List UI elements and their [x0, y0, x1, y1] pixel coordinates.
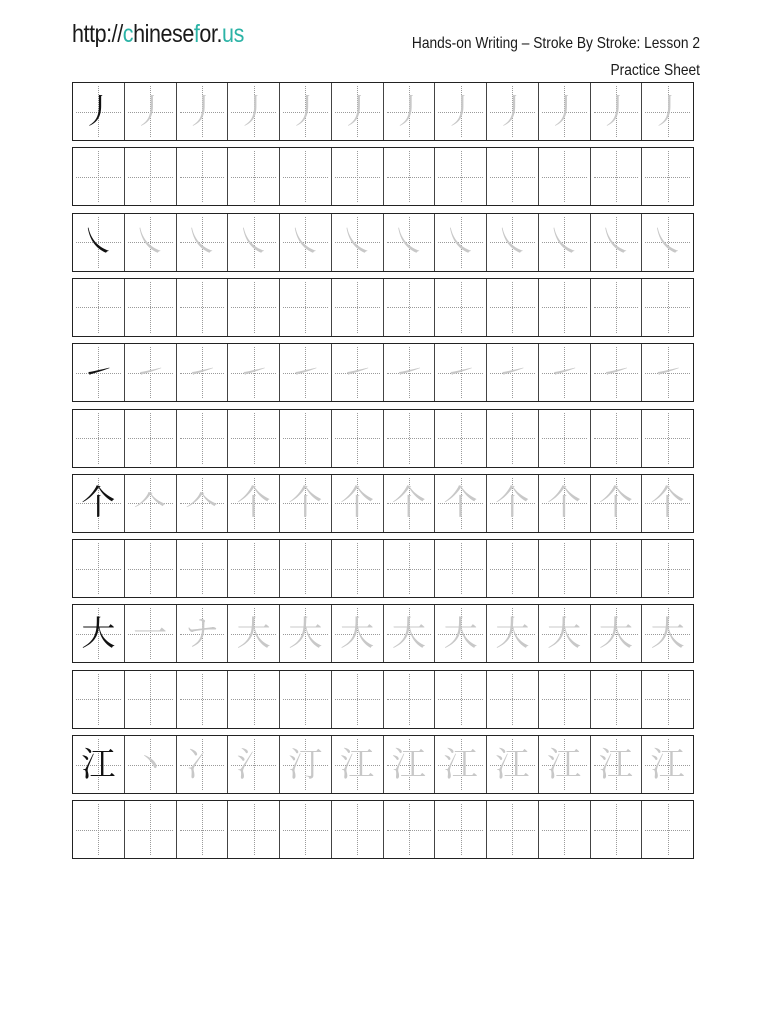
trace-character: ㇏ — [288, 222, 323, 263]
practice-cell[interactable] — [73, 605, 125, 662]
practice-cell[interactable] — [539, 736, 591, 793]
practice-cell[interactable] — [435, 540, 487, 597]
trace-character: 丿 — [443, 91, 478, 132]
trace-character: 汀 — [288, 744, 323, 785]
trace-character: 江 — [340, 744, 375, 785]
practice-cell[interactable] — [280, 475, 332, 532]
practice-cell[interactable] — [435, 344, 487, 401]
trace-character: ㇀ — [236, 352, 271, 393]
practice-row-blank — [72, 147, 694, 206]
practice-cell[interactable] — [384, 801, 436, 858]
practice-cell[interactable] — [125, 83, 177, 140]
practice-cell[interactable] — [332, 736, 384, 793]
practice-cell[interactable] — [384, 605, 436, 662]
practice-cell[interactable] — [642, 214, 693, 271]
practice-cell[interactable] — [384, 475, 436, 532]
trace-character: ㇀ — [340, 352, 375, 393]
practice-cell[interactable] — [228, 801, 280, 858]
trace-character: ㇏ — [184, 222, 219, 263]
trace-character: ㇀ — [547, 352, 582, 393]
practice-cell[interactable] — [591, 83, 643, 140]
trace-character: 丿 — [340, 91, 375, 132]
brand-f: f — [193, 20, 200, 48]
trace-character: 丿 — [184, 91, 219, 132]
practice-row-model — [72, 82, 694, 141]
trace-character: 大 — [495, 613, 530, 654]
trace-character: ㇀ — [184, 352, 219, 393]
practice-cell[interactable] — [487, 83, 539, 140]
practice-cell[interactable] — [228, 279, 280, 336]
practice-cell[interactable] — [177, 736, 229, 793]
practice-cell[interactable] — [384, 671, 436, 728]
practice-cell[interactable] — [539, 279, 591, 336]
practice-cell[interactable] — [125, 410, 177, 467]
trace-character: 大 — [288, 613, 323, 654]
practice-cell[interactable] — [125, 540, 177, 597]
practice-cell[interactable] — [384, 148, 436, 205]
practice-cell[interactable] — [539, 148, 591, 205]
trace-character: 个 — [236, 483, 271, 524]
practice-cell[interactable] — [539, 83, 591, 140]
practice-cell[interactable] — [125, 671, 177, 728]
practice-cell[interactable] — [642, 410, 693, 467]
trace-character: ㇀ — [133, 352, 168, 393]
trace-character: 丿 — [133, 91, 168, 132]
practice-cell[interactable] — [125, 605, 177, 662]
practice-cell[interactable] — [435, 801, 487, 858]
trace-character: 江 — [650, 744, 685, 785]
practice-cell[interactable] — [487, 214, 539, 271]
trace-character: 冫 — [184, 744, 219, 785]
practice-cell[interactable] — [125, 279, 177, 336]
trace-character: 一 — [133, 613, 168, 654]
practice-cell[interactable] — [332, 410, 384, 467]
practice-cell[interactable] — [177, 540, 229, 597]
practice-cell[interactable] — [125, 214, 177, 271]
practice-cell[interactable] — [487, 344, 539, 401]
model-character: 个 — [81, 483, 116, 524]
practice-cell[interactable] — [280, 736, 332, 793]
practice-cell[interactable] — [384, 344, 436, 401]
brand-hinese: hinese — [133, 20, 194, 48]
trace-character: 𠆢 — [133, 483, 168, 524]
practice-cell[interactable] — [125, 736, 177, 793]
practice-cell[interactable] — [73, 344, 125, 401]
sheet-header — [412, 30, 700, 84]
practice-cell[interactable] — [487, 671, 539, 728]
trace-character: 江 — [391, 744, 426, 785]
trace-character: ㇏ — [495, 222, 530, 263]
practice-cell[interactable] — [591, 148, 643, 205]
model-character: 江 — [81, 744, 116, 785]
practice-cell[interactable] — [280, 605, 332, 662]
practice-cell[interactable] — [332, 148, 384, 205]
practice-cell[interactable] — [642, 83, 693, 140]
practice-cell[interactable] — [280, 671, 332, 728]
trace-character: ㇏ — [133, 222, 168, 263]
practice-cell[interactable] — [177, 214, 229, 271]
practice-cell[interactable] — [642, 736, 693, 793]
practice-cell[interactable] — [539, 801, 591, 858]
practice-cell[interactable] — [435, 671, 487, 728]
trace-character: 江 — [598, 744, 633, 785]
practice-cell[interactable] — [384, 279, 436, 336]
trace-character: 大 — [598, 613, 633, 654]
practice-cell[interactable] — [642, 605, 693, 662]
practice-cell[interactable] — [384, 83, 436, 140]
practice-cell[interactable] — [73, 736, 125, 793]
practice-cell[interactable] — [332, 214, 384, 271]
practice-cell[interactable] — [591, 344, 643, 401]
practice-cell[interactable] — [332, 475, 384, 532]
practice-cell[interactable] — [384, 540, 436, 597]
sheet-label: Practice Sheet — [610, 62, 700, 79]
practice-cell[interactable] — [487, 605, 539, 662]
brand-c: c — [122, 20, 134, 48]
brand-prefix: http:// — [72, 20, 123, 48]
practice-cell[interactable] — [73, 279, 125, 336]
trace-character: ㇏ — [236, 222, 271, 263]
practice-cell[interactable] — [435, 475, 487, 532]
practice-cell[interactable] — [642, 540, 693, 597]
practice-cell[interactable] — [280, 410, 332, 467]
practice-cell[interactable] — [642, 344, 693, 401]
practice-cell[interactable] — [332, 540, 384, 597]
model-character: 大 — [81, 613, 116, 654]
practice-row-model — [72, 735, 694, 794]
trace-character: 江 — [443, 744, 478, 785]
trace-character: 丿 — [391, 91, 426, 132]
trace-character: 个 — [443, 483, 478, 524]
practice-cell[interactable] — [280, 83, 332, 140]
trace-character: 大 — [391, 613, 426, 654]
practice-cell[interactable] — [591, 214, 643, 271]
practice-cell[interactable] — [125, 344, 177, 401]
trace-character: ㇏ — [443, 222, 478, 263]
practice-row-blank — [72, 800, 694, 859]
practice-cell[interactable] — [228, 475, 280, 532]
practice-cell[interactable] — [435, 605, 487, 662]
practice-cell[interactable] — [642, 148, 693, 205]
practice-cell[interactable] — [177, 279, 229, 336]
trace-character: 𠆢 — [184, 483, 219, 524]
trace-character: 个 — [495, 483, 530, 524]
trace-character: 大 — [443, 613, 478, 654]
practice-cell[interactable] — [435, 148, 487, 205]
trace-character: ㇏ — [391, 222, 426, 263]
practice-cell[interactable] — [177, 410, 229, 467]
practice-cell[interactable] — [228, 83, 280, 140]
practice-cell[interactable] — [125, 475, 177, 532]
practice-row-model — [72, 343, 694, 402]
practice-row-blank — [72, 539, 694, 598]
trace-character: 丿 — [650, 91, 685, 132]
trace-character: ㇀ — [495, 352, 530, 393]
trace-character: ナ — [184, 613, 219, 654]
practice-cell[interactable] — [280, 148, 332, 205]
trace-character: ㇏ — [598, 222, 633, 263]
practice-cell[interactable] — [125, 148, 177, 205]
practice-cell[interactable] — [332, 344, 384, 401]
practice-cell[interactable] — [591, 540, 643, 597]
practice-cell[interactable] — [228, 148, 280, 205]
practice-cell[interactable] — [177, 148, 229, 205]
trace-character: 大 — [650, 613, 685, 654]
practice-cell[interactable] — [177, 475, 229, 532]
practice-cell[interactable] — [487, 801, 539, 858]
practice-cell[interactable] — [435, 279, 487, 336]
practice-cell[interactable] — [539, 671, 591, 728]
practice-cell[interactable] — [591, 736, 643, 793]
practice-cell[interactable] — [280, 801, 332, 858]
practice-cell[interactable] — [539, 605, 591, 662]
trace-character: 个 — [598, 483, 633, 524]
practice-cell[interactable] — [591, 605, 643, 662]
practice-cell[interactable] — [642, 671, 693, 728]
practice-cell[interactable] — [73, 83, 125, 140]
practice-cell[interactable] — [228, 410, 280, 467]
practice-cell[interactable] — [591, 279, 643, 336]
practice-cell[interactable] — [435, 410, 487, 467]
practice-cell[interactable] — [384, 410, 436, 467]
practice-cell[interactable] — [177, 801, 229, 858]
practice-cell[interactable] — [73, 801, 125, 858]
trace-character: 个 — [288, 483, 323, 524]
practice-cell[interactable] — [280, 279, 332, 336]
trace-character: 个 — [391, 483, 426, 524]
practice-cell[interactable] — [332, 605, 384, 662]
trace-character: ㇏ — [547, 222, 582, 263]
practice-cell[interactable] — [591, 801, 643, 858]
trace-character: 丿 — [495, 91, 530, 132]
practice-cell[interactable] — [539, 540, 591, 597]
trace-character: 江 — [547, 744, 582, 785]
practice-cell[interactable] — [487, 410, 539, 467]
practice-cell[interactable] — [487, 736, 539, 793]
practice-cell[interactable] — [228, 344, 280, 401]
lesson-title: Hands-on Writing – Stroke By Stroke: Lesson 2 — [411, 35, 700, 52]
trace-character: ㇀ — [443, 352, 478, 393]
trace-character: 个 — [650, 483, 685, 524]
practice-row-model — [72, 474, 694, 533]
practice-row-blank — [72, 409, 694, 468]
model-character: ㇏ — [81, 222, 116, 263]
trace-character: 大 — [340, 613, 375, 654]
practice-cell[interactable] — [228, 736, 280, 793]
practice-cell[interactable] — [539, 475, 591, 532]
practice-cell[interactable] — [228, 214, 280, 271]
practice-cell[interactable] — [435, 214, 487, 271]
trace-character: 个 — [547, 483, 582, 524]
practice-cell[interactable] — [539, 410, 591, 467]
trace-character: 丶 — [133, 744, 168, 785]
practice-row-model — [72, 604, 694, 663]
practice-cell[interactable] — [73, 214, 125, 271]
trace-character: ㇏ — [340, 222, 375, 263]
brand-o: o — [199, 20, 211, 48]
practice-cell[interactable] — [487, 540, 539, 597]
practice-cell[interactable] — [332, 279, 384, 336]
practice-cell[interactable] — [73, 148, 125, 205]
practice-cell[interactable] — [177, 344, 229, 401]
practice-row-blank — [72, 278, 694, 337]
trace-character: 丿 — [236, 91, 271, 132]
practice-cell[interactable] — [332, 671, 384, 728]
trace-character: ㇏ — [650, 222, 685, 263]
practice-cell[interactable] — [280, 540, 332, 597]
trace-character: 丿 — [547, 91, 582, 132]
practice-row-model — [72, 213, 694, 272]
practice-cell[interactable] — [332, 801, 384, 858]
practice-cell[interactable] — [435, 736, 487, 793]
practice-cell[interactable] — [228, 540, 280, 597]
trace-character: 大 — [236, 613, 271, 654]
practice-cell[interactable] — [177, 605, 229, 662]
trace-character: ㇀ — [391, 352, 426, 393]
practice-cell[interactable] — [642, 475, 693, 532]
trace-character: ㇀ — [650, 352, 685, 393]
practice-cell[interactable] — [73, 475, 125, 532]
trace-character: ㇀ — [288, 352, 323, 393]
practice-cell[interactable] — [177, 83, 229, 140]
model-character: 丿 — [81, 91, 116, 132]
practice-cell[interactable] — [384, 214, 436, 271]
practice-cell[interactable] — [642, 279, 693, 336]
practice-cell[interactable] — [73, 671, 125, 728]
model-character: ㇀ — [81, 352, 116, 393]
practice-cell[interactable] — [280, 344, 332, 401]
practice-cell[interactable] — [125, 801, 177, 858]
practice-cell[interactable] — [487, 475, 539, 532]
practice-cell[interactable] — [228, 605, 280, 662]
site-brand[interactable] — [72, 20, 244, 49]
practice-cell[interactable] — [591, 671, 643, 728]
practice-cell[interactable] — [591, 475, 643, 532]
practice-row-blank — [72, 670, 694, 729]
practice-cell[interactable] — [384, 736, 436, 793]
practice-cell[interactable] — [642, 801, 693, 858]
trace-character: 丿 — [288, 91, 323, 132]
practice-cell[interactable] — [332, 83, 384, 140]
trace-character: 丿 — [598, 91, 633, 132]
trace-character: 氵 — [236, 744, 271, 785]
practice-cell[interactable] — [73, 410, 125, 467]
practice-cell[interactable] — [280, 214, 332, 271]
practice-cell[interactable] — [591, 410, 643, 467]
practice-cell[interactable] — [73, 540, 125, 597]
practice-cell[interactable] — [487, 279, 539, 336]
practice-cell[interactable] — [487, 148, 539, 205]
practice-cell[interactable] — [539, 214, 591, 271]
practice-cell[interactable] — [228, 671, 280, 728]
trace-character: ㇀ — [598, 352, 633, 393]
practice-cell[interactable] — [177, 671, 229, 728]
trace-character: 江 — [495, 744, 530, 785]
practice-cell[interactable] — [435, 83, 487, 140]
brand-us: us — [222, 20, 244, 48]
trace-character: 个 — [340, 483, 375, 524]
practice-cell[interactable] — [539, 344, 591, 401]
trace-character: 大 — [547, 613, 582, 654]
brand-r: r. — [210, 20, 223, 48]
